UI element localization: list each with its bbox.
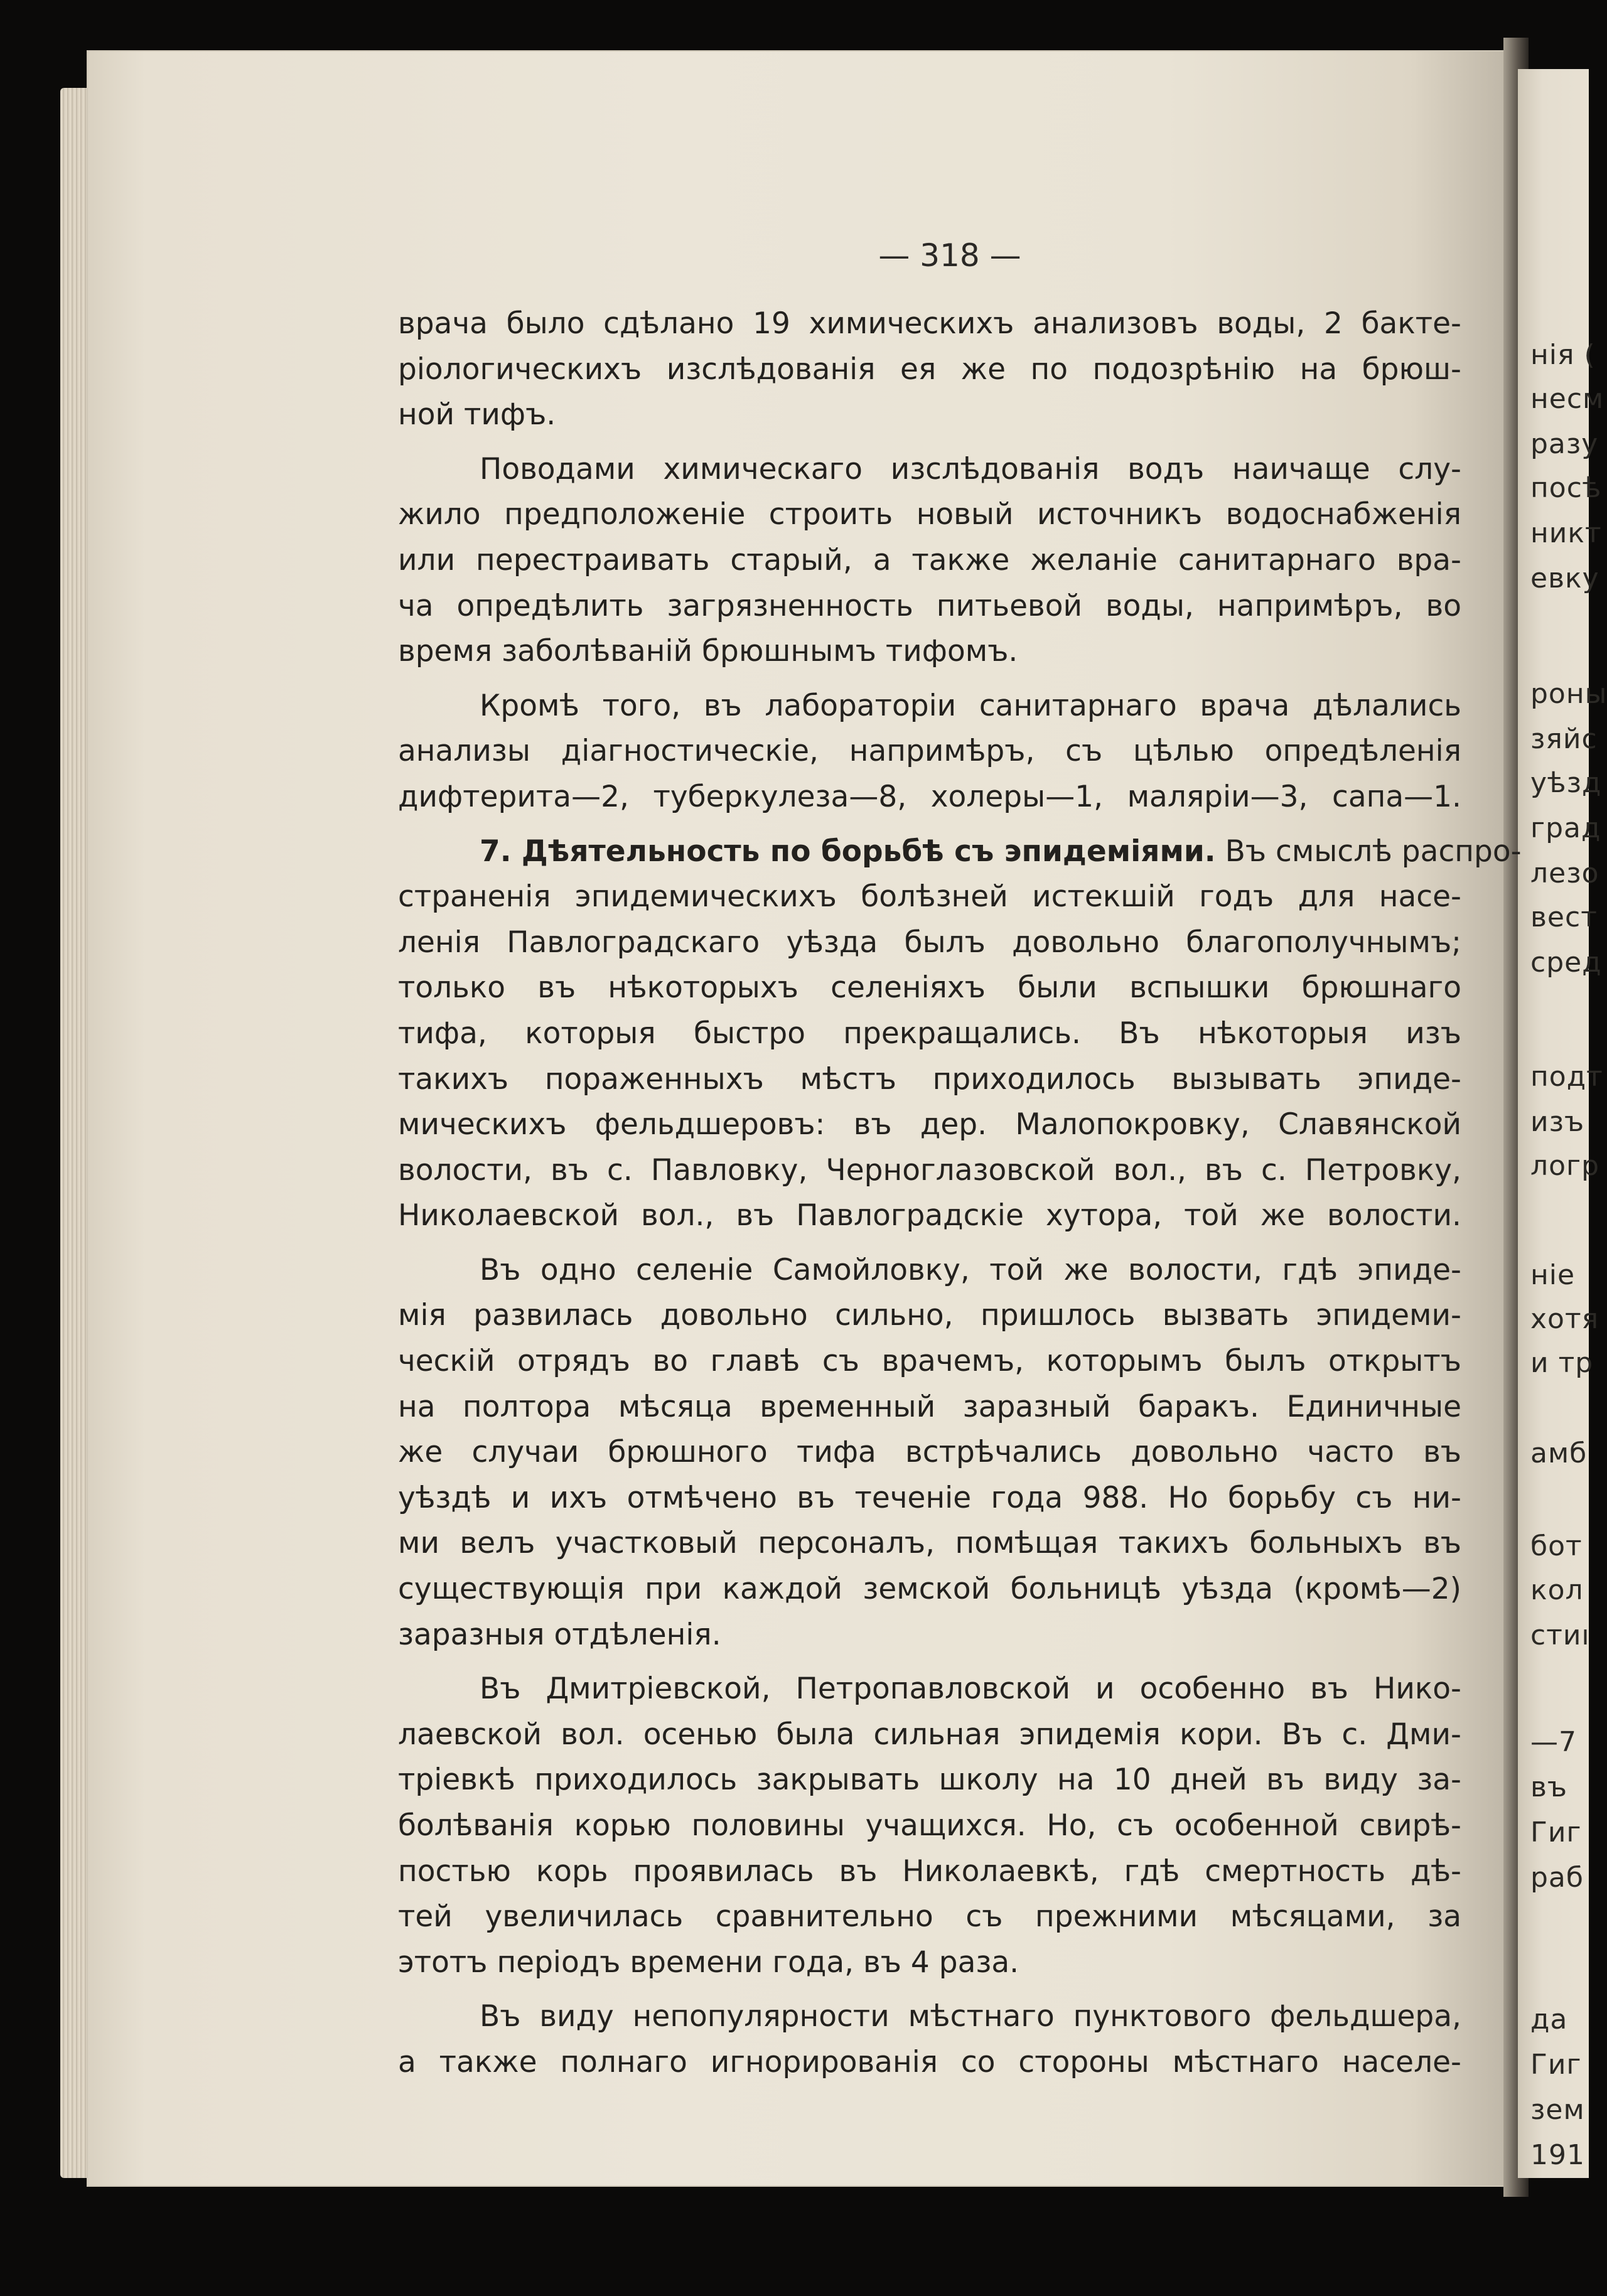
next-page-fragment: зяйс — [1530, 723, 1598, 755]
body-text — [398, 301, 1522, 2086]
paragraph — [398, 684, 1461, 820]
text-line: тріевкѣ приходилось закрывать школу на 10 дней въ виду за- — [398, 1762, 1461, 1798]
next-page-fragment: раб — [1530, 1862, 1584, 1894]
heading-line — [398, 829, 1522, 875]
paragraph — [398, 447, 1461, 675]
text-line: лаевской вол. осенью была сильная эпидемія кори. Въ с. Дми- — [398, 1717, 1461, 1752]
next-page-fragment: подт — [1530, 1061, 1603, 1093]
next-page-fragment: и тр — [1530, 1347, 1594, 1379]
text-line: ленія Павлоградскаго уѣзда былъ довольно благополучнымъ; — [398, 925, 1461, 960]
next-page-fragment: никт — [1530, 517, 1602, 549]
text-line: существующія при каждой земской больницѣ уѣзда (кромѣ—2) — [398, 1572, 1461, 1607]
next-page-fragment: Гиг — [1530, 2049, 1582, 2081]
text-line: Кромѣ того, въ лабораторіи санитарнаго врача дѣлались — [480, 688, 1461, 723]
next-page-fragment: изъ — [1530, 1106, 1585, 1138]
text-line: анализы діагностическіе, напримѣръ, съ цѣлью опредѣленія — [398, 734, 1461, 769]
text-line: волости, въ с. Павловку, Черноглазовской вол., въ с. Петровку, — [398, 1152, 1461, 1188]
text-line: мическихъ фельдшеровъ: въ дер. Малопокровку, Славянской — [398, 1107, 1461, 1142]
text-line: тифа, которыя быстро прекращались. Въ нѣкоторыя изъ — [398, 1016, 1461, 1051]
next-page-fragment: Гиг — [1530, 1816, 1582, 1848]
text-line: ріологическихъ изслѣдованія ея же по подозрѣнію на брюш- — [398, 351, 1461, 387]
next-page-fragment: ніе — [1530, 1259, 1576, 1291]
text-line: постью корь проявилась въ Николаевкѣ, гдѣ смертность дѣ- — [398, 1853, 1461, 1889]
section-heading: 7. Дѣятельность по борьбѣ съ эпидеміями. — [480, 834, 1216, 869]
next-page-fragment: посѣ — [1530, 472, 1602, 504]
next-page-fragment: стиı — [1530, 1619, 1590, 1651]
right-page-edge — [1518, 69, 1607, 2178]
next-page-fragment: евку — [1530, 562, 1599, 594]
next-page-fragment: роны — [1530, 678, 1607, 710]
text-line: а также полнаго игнорированія со стороны мѣстнаго населе- — [398, 2044, 1461, 2079]
next-page-fragment: амб — [1530, 1437, 1588, 1469]
heading-continuation: Въ смыслѣ распро- — [1215, 834, 1522, 869]
text-line: Поводами химическаго изслѣдованія водъ наичаще слу- — [480, 451, 1461, 486]
next-page-fragment: град — [1530, 812, 1601, 844]
text-line: болѣванія корью половины учащихся. Но, съ особенной свирѣ- — [398, 1808, 1461, 1843]
paragraph — [398, 1248, 1461, 1658]
next-page-fragment: бот — [1530, 1530, 1583, 1562]
paragraph — [398, 1666, 1461, 1985]
next-page-fragment: да — [1530, 2004, 1568, 2036]
text-line: жило предположеніе строить новый источникъ водоснабженія — [398, 497, 1461, 532]
text-line: дифтерита—2, туберкулеза—8, холеры—1, маляріи—3, сапа—1. — [398, 779, 1461, 814]
text-line: ческій отрядъ во главѣ съ врачемъ, которымъ былъ открытъ — [398, 1344, 1461, 1379]
next-page-fragment: 191 — [1530, 2139, 1585, 2171]
next-page-fragment: логр — [1530, 1150, 1600, 1182]
text-line: только въ нѣкоторыхъ селеніяхъ были вспышки брюшнаго — [398, 970, 1461, 1006]
text-line: ной тифъ. — [398, 397, 556, 432]
page-number: — 318 — — [878, 237, 1021, 274]
text-line: уѣздѣ и ихъ отмѣчено въ теченіе года 988. Но борьбу съ ни- — [398, 1480, 1461, 1515]
next-page-fragment: зем — [1530, 2094, 1585, 2126]
text-line: такихъ пораженныхъ мѣстъ приходилось вызывать эпиде- — [398, 1061, 1461, 1097]
text-line: ми велъ участковый персоналъ, помѣщая такихъ больныхъ въ — [398, 1526, 1461, 1561]
next-page-fragment: —7 — [1530, 1726, 1577, 1758]
text-line: Николаевской вол., въ Павлоградскіе хутора, той же волости. — [398, 1198, 1461, 1233]
paragraph — [398, 301, 1461, 438]
next-page-fragment: нія ( — [1530, 339, 1596, 371]
text-line: тей увеличилась сравнительно съ прежними мѣсяцами, за — [398, 1899, 1461, 1934]
text-line: ча опредѣлить загрязненность питьевой воды, напримѣръ, во — [398, 588, 1461, 623]
text-line: же случаи брюшного тифа встрѣчались довольно часто въ — [398, 1435, 1461, 1470]
text-line: мія развилась довольно сильно, пришлось вызвать эпидеми- — [398, 1298, 1461, 1333]
text-line: страненія эпидемическихъ болѣзней истекшій годъ для насе- — [398, 879, 1461, 915]
text-line: Въ виду непопулярности мѣстнаго пунктового фельдшера, — [480, 1999, 1461, 2034]
next-page-fragment: въ — [1530, 1771, 1568, 1803]
next-page-fragment: вест — [1530, 901, 1598, 933]
text-line: время заболѣваній брюшнымъ тифомъ. — [398, 634, 1018, 669]
text-line: или перестраивать старый, а также желаніе санитарнаго вра- — [398, 542, 1461, 577]
text-line: этотъ періодъ времени года, въ 4 раза. — [398, 1945, 1019, 1980]
text-line: Въ Дмитріевской, Петропавловской и особенно въ Нико- — [480, 1671, 1461, 1707]
paragraph — [398, 1994, 1461, 2085]
next-page-fragment: хотя — [1530, 1303, 1599, 1335]
next-page-fragment: кол — [1530, 1574, 1584, 1606]
next-page-fragment: сред — [1530, 947, 1602, 979]
next-page-fragment: разу — [1530, 428, 1599, 460]
text-line: врача было сдѣлано 19 химическихъ анализовъ воды, 2 бакте- — [398, 306, 1461, 341]
paragraph — [398, 829, 1522, 1239]
next-page-fragment: лезо — [1530, 857, 1599, 889]
next-page-fragment: несм — [1530, 383, 1604, 415]
text-line: на полтора мѣсяца временный заразный баракъ. Единичные — [398, 1389, 1461, 1424]
text-line: Въ одно селеніе Самойловку, той же волости, гдѣ эпиде- — [480, 1252, 1461, 1287]
text-line: заразныя отдѣленія. — [398, 1617, 721, 1652]
next-page-fragment: уѣзд — [1530, 767, 1602, 799]
